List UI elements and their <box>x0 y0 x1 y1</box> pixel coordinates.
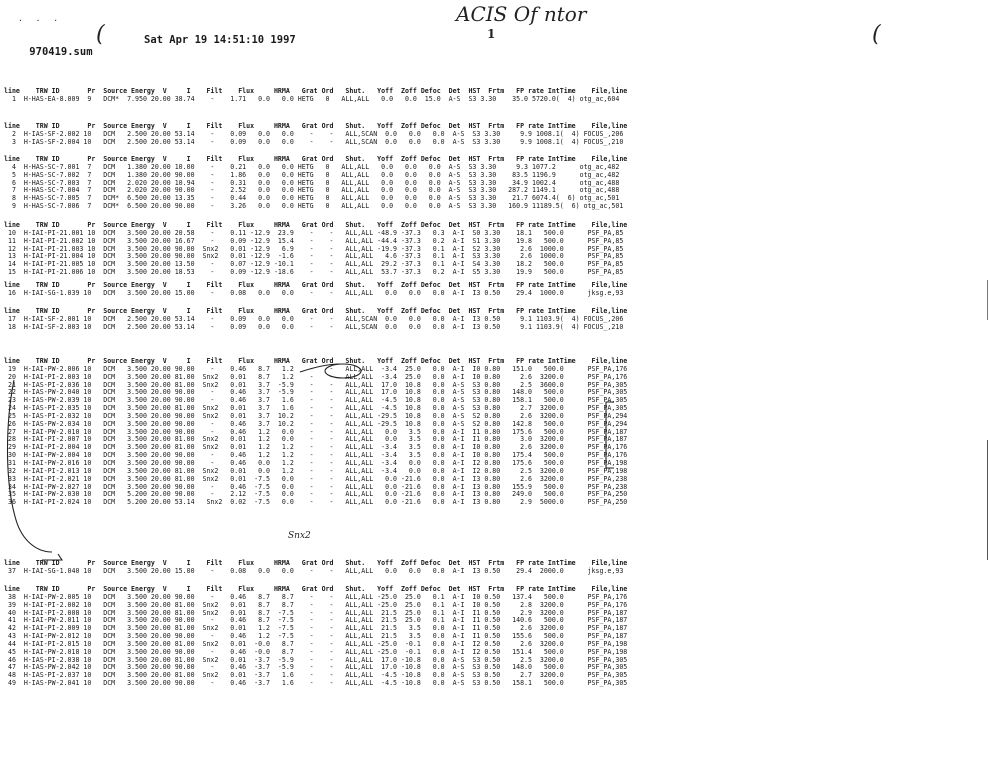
table-row: 24 H-IAS-PI-2.035 10 DCM 3.500 20.00 81.00 Snx2 0.01 3.7 1.6 - - ALL,ALL -4.5 10.8 0.0 A-S S3 0.80 2.7 3200.0 PSF_PA,305 <box>4 404 628 413</box>
run-date: Sat Apr 19 14:51:10 1997 <box>144 34 296 46</box>
table-row: 8 H-HAS-SC-7.005 7 DCM* 6.500 20.00 13.35 - 0.44 0.0 0.0 HETG 0 ALL,ALL 0.0 0.0 0.0 A-S S3 3.30 21.7 6074.4( 6) otg_ac,501 <box>4 194 620 203</box>
column-header-row: line TRW ID Pr Source Energy V I Filt Flux HRMA Grat Ord Shut. Yoff Zoff Defoc Det HST Frtm FP rate IntTime File,line <box>4 559 628 567</box>
table-row: 33 H-IAI-PI-2.021 10 DCM 3.500 20.00 81.00 Snx2 0.01 -7.5 0.0 - - ALL,ALL 0.0 -21.6 0.0 A-I I3 0.80 2.6 3200.0 PSF_PA,238 <box>4 474 628 483</box>
top-dots: . . . <box>18 14 63 23</box>
table-row: 15 H-IAI-PI-21.006 10 DCM 3.500 20.00 18.53 - 0.09 -12.9 -18.6 - - ALL,ALL 53.7 -37.3 0.2 A-I S5 3.30 19.9 500.0 PSF_PA,85 <box>4 268 624 277</box>
column-header-row: line TRW ID Pr Source Energy V I Filt Flux HRMA Grat Ord Shut. Yoff Zoff Defoc Det HST Frtm FP rate IntTime File,line <box>4 87 628 95</box>
table-row: 48 H-IAS-PI-2.037 10 DCM 3.500 20.00 81.00 Snx2 0.01 -3.7 1.6 - - ALL,ALL -4.5 -10.8 0.0 A-S S3 0.50 2.7 3200.0 PSF_PA,305 <box>4 671 628 680</box>
table-block <box>4 308 627 332</box>
table-block <box>4 560 627 576</box>
file-name: 970419.sum <box>29 46 93 58</box>
table-row: 38 H-IAI-PW-2.005 10 DCM 3.500 20.00 90.00 - 0.46 8.7 8.7 - - ALL,ALL -25.0 25.0 0.1 A-I I0 0.50 137.4 500.0 PSF_PA,176 <box>4 592 628 601</box>
page-header <box>4 34 296 82</box>
table-row: 12 H-IAI-PI-21.003 10 DCM 3.500 20.00 90.00 Snx2 0.01 -12.9 6.9 - - ALL,ALL -19.9 -37.3 0.1 A-I S2 3.30 2.6 1000.0 PSF_PA,85 <box>4 244 624 253</box>
table-row: 31 H-IAI-PW-2.016 10 DCM 3.500 20.00 90.00 - 0.46 0.0 1.2 - - ALL,ALL -3.4 0.0 0.0 A-I I2 0.80 175.6 500.0 PSF_PA,198 <box>4 458 628 467</box>
handwritten-snx2: Snx2 <box>288 531 311 541</box>
table-row: 44 H-IAI-PI-2.015 10 DCM 3.500 20.00 81.00 Snx2 0.01 -0.0 8.7 - - ALL,ALL -25.0 -0.1 0.0 A-I I2 0.50 2.6 3200.0 PSF_PA,198 <box>4 639 628 648</box>
page-edge-line-2 <box>987 280 988 320</box>
table-row: 4 H-HAS-SC-7.001 7 DCM 1.380 20.00 10.00 - 0.21 0.0 0.0 HETG 0 ALL,ALL 0.0 0.0 0.0 A-S S3 3.30 9.3 1077.2 otg_ac,482 <box>4 162 620 171</box>
table-block <box>4 88 627 104</box>
column-header-row: line TRW ID Pr Source Energy V I Filt Flux HRMA Grat Ord Shut. Yoff Zoff Defoc Det HST Frtm FP rate IntTime File,line <box>4 585 628 593</box>
table-row: 13 H-IAI-PI-21.004 10 DCM 3.500 20.00 90.00 Snx2 0.01 -12.9 -1.6 - - ALL,ALL 4.6 -37.3 0.1 A-I S3 3.30 2.6 1000.0 PSF_PA,85 <box>4 252 624 261</box>
table-row: 29 H-IAI-PI-2.004 10 DCM 3.500 20.00 81.00 Snx2 0.01 1.2 1.2 - - ALL,ALL -3.4 3.5 0.0 A-I I0 0.80 2.6 3200.0 PSF_PA,176 <box>4 443 628 452</box>
column-header-row: line TRW ID Pr Source Energy V I Filt Flux HRMA Grat Ord Shut. Yoff Zoff Defoc Det HST Frtm FP rate IntTime File,line <box>4 221 628 229</box>
page-number: 1 <box>487 27 496 41</box>
table-row: 9 H-HAS-SC-7.006 7 DCM* 6.500 20.00 90.00 - 3.26 0.0 0.0 HETG 0 ALL,ALL 0.0 0.0 0.0 A-S S3 3.30 160.9 11189.5( 6) otg_ac,501 <box>4 202 624 211</box>
table-row: 36 H-IAI-PI-2.024 10 DCM 5.200 20.00 53.14 Snx2 0.02 -7.5 0.0 - - ALL,ALL 0.0 -21.6 0.0 A-I I3 0.80 2.9 5000.0 PSF_PA,250 <box>4 498 628 507</box>
table-block <box>4 586 627 688</box>
table-row: 35 H-IAI-PW-2.030 10 DCM 5.200 20.00 90.00 - 2.12 -7.5 0.0 - - ALL,ALL 0.0 -21.6 0.0 A-I I3 0.80 249.0 500.0 PSF_PA,250 <box>4 490 628 499</box>
column-header-row: line TRW ID Pr Source Energy V I Filt Flux HRMA Grat Ord Shut. Yoff Zoff Defoc Det HST Frtm FP rate IntTime File,line <box>4 122 628 130</box>
table-row: 14 H-IAI-PI-21.005 10 DCM 3.500 20.00 13.50 - 0.07 -12.9 -10.1 - - ALL,ALL 29.2 -37.3 0.1 A-I S4 3.30 18.2 500.0 PSF_PA,85 <box>4 260 624 269</box>
table-row: 16 H-IAI-SG-1.039 10 DCM 3.500 20.00 15.00 - 0.08 0.0 0.0 - - ALL,ALL 0.0 0.0 0.0 A-I I3 0.50 29.4 1000.0 jksg.e,93 <box>4 288 624 297</box>
table-row: 2 H-IAS-SF-2.002 10 DCM 2.500 20.00 53.14 - 0.09 0.0 0.0 - - ALL,SCAN 0.0 0.0 0.0 A-S S3 3.30 9.9 1008.1( 4) FOCUS_,206 <box>4 129 624 138</box>
table-row: 23 H-IAS-PW-2.039 10 DCM 3.500 20.00 90.00 - 0.46 3.7 1.6 - - ALL,ALL -4.5 10.8 0.0 A-S S3 0.80 158.1 500.0 PSF_PA,305 <box>4 396 628 405</box>
table-row: 5 H-HAS-SC-7.002 7 DCM 1.380 20.00 90.00 - 1.86 0.0 0.0 HETG 0 ALL,ALL 0.0 0.0 0.0 A-S S3 3.30 83.5 1196.9 otg_ac,482 <box>4 170 620 179</box>
table-row: 49 H-IAS-PW-2.041 10 DCM 3.500 20.00 90.00 - 0.46 -3.7 1.6 - - ALL,ALL -4.5 -10.8 0.0 A-S S3 0.50 158.1 500.0 PSF_PA,305 <box>4 679 628 688</box>
table-row: 40 H-IAI-PI-2.008 10 DCM 3.500 20.00 81.00 Snx2 0.01 8.7 -7.5 - - ALL,ALL 21.5 25.0 0.1 A-I I1 0.50 2.9 3200.0 PSF_PA,187 <box>4 608 628 617</box>
table-row: 45 H-IAI-PW-2.018 10 DCM 3.500 20.00 90.00 - 0.46 -0.0 8.7 - - ALL,ALL -25.0 -0.1 0.0 A-I I2 0.50 151.4 500.0 PSF_PA,198 <box>4 647 628 656</box>
table-row: 27 H-IAI-PW-2.010 10 DCM 3.500 20.00 90.00 - 0.46 1.2 0.0 - - ALL,ALL 0.0 3.5 0.0 A-I I1 0.80 175.6 500.0 PSF_PA,187 <box>4 427 628 436</box>
table-row: 39 H-IAI-PI-2.002 10 DCM 3.500 20.00 81.00 Snx2 0.01 8.7 8.7 - - ALL,ALL -25.0 25.0 0.1 A-I I0 0.50 2.8 3200.0 PSF_PA,176 <box>4 600 628 609</box>
table-block <box>4 156 627 211</box>
table-row: 19 H-IAI-PW-2.006 10 DCM 3.500 20.00 90.00 - 0.46 8.7 1.2 - - ALL,ALL -3.4 25.0 0.0 A-I I0 0.80 151.0 500.0 PSF_PA,176 <box>4 364 628 373</box>
table-row: 37 H-IAI-SG-1.040 10 DCM 3.500 20.00 15.00 - 0.08 0.0 0.0 - - ALL,ALL 0.0 0.0 0.0 A-I I3 0.50 29.4 2000.0 jksg.e,93 <box>4 566 624 575</box>
table-row: 3 H-IAS-SF-2.004 10 DCM 2.500 20.00 53.14 - 0.09 0.0 0.0 - - ALL,SCAN 0.0 0.0 0.0 A-S S3 3.30 9.9 1008.1( 4) FOCUS_,210 <box>4 137 624 146</box>
table-row: 18 H-IAI-SF-2.003 10 DCM 2.500 20.00 53.14 - 0.09 0.0 0.0 - - ALL,SCAN 0.0 0.0 0.0 A-I I3 0.50 9.1 1103.9( 4) FOCUS_,210 <box>4 322 624 331</box>
table-row: 10 H-IAI-PI-21.001 10 DCM 3.500 20.00 20.58 - 0.11 -12.9 23.9 - - ALL,ALL -48.9 -37.3 0.3 A-I S0 3.30 18.1 500.0 PSF_PA,85 <box>4 228 624 237</box>
table-row: 46 H-IAS-PI-2.038 10 DCM 3.500 20.00 81.00 Snx2 0.01 -3.7 -5.9 - - ALL,ALL 17.0 -10.8 0.0 A-S S3 0.50 2.5 3200.0 PSF_PA,305 <box>4 655 628 664</box>
column-header-row: line TRW ID Pr Source Energy V I Filt Flux HRMA Grat Ord Shut. Yoff Zoff Defoc Det HST Frtm FP rate IntTime File,line <box>4 307 628 315</box>
table-row: 7 H-HAS-SC-7.004 7 DCM 2.020 20.00 90.00 - 2.52 0.0 0.0 HETG 0 ALL,ALL 0.0 0.0 0.0 A-S S3 3.30 287.2 1149.1 otg_ac,488 <box>4 186 620 195</box>
table-row: 43 H-IAI-PW-2.012 10 DCM 3.500 20.00 90.00 - 0.46 1.2 -7.5 - - ALL,ALL 21.5 3.5 0.0 A-I I1 0.50 155.6 500.0 PSF_PA,187 <box>4 632 628 641</box>
table-row: 32 H-IAI-PI-2.013 10 DCM 3.500 20.00 81.00 Snx2 0.01 0.0 1.2 - - ALL,ALL -3.4 0.0 0.0 A-I I2 0.80 2.5 3200.0 PSF_PA,198 <box>4 466 628 475</box>
table-row: 20 H-IAI-PI-2.003 10 DCM 3.500 20.00 81.00 Snx2 0.01 8.7 1.2 - - ALL,ALL -3.4 25.0 0.0 A-I I0 0.80 2.6 3200.0 PSF_PA,176 <box>4 372 628 381</box>
table-row: 28 H-IAI-PI-2.007 10 DCM 3.500 20.00 81.00 Snx2 0.01 1.2 0.0 - - ALL,ALL 0.0 3.5 0.0 A-I I1 0.80 3.0 3200.0 PSF_PA,187 <box>4 435 628 444</box>
column-header-row: line TRW ID Pr Source Energy V I Filt Flux HRMA Grat Ord Shut. Yoff Zoff Defoc Det HST Frtm FP rate IntTime File,line <box>4 357 628 365</box>
column-header-row: line TRW ID Pr Source Energy V I Filt Flux HRMA Grat Ord Shut. Yoff Zoff Defoc Det HST Frtm FP rate IntTime File,line <box>4 281 628 289</box>
table-block <box>4 282 627 298</box>
table-block <box>4 222 627 277</box>
table-row: 30 H-IAI-PW-2.004 10 DCM 3.500 20.00 90.00 - 0.46 1.2 1.2 - - ALL,ALL -3.4 3.5 0.0 A-I I0 0.80 175.4 500.0 PSF_PA,176 <box>4 451 628 460</box>
handwritten-title: ACIS Of ntor <box>456 2 587 26</box>
table-row: 47 H-IAS-PW-2.042 10 DCM 3.500 20.00 90.00 - 0.46 -3.7 -5.9 - - ALL,ALL 17.0 -10.8 0.0 A-S S3 0.50 148.0 500.0 PSF_PA,305 <box>4 663 628 672</box>
table-row: 17 H-IAI-SF-2.001 10 DCM 2.500 20.00 53.14 - 0.09 0.0 0.0 - - ALL,SCAN 0.0 0.0 0.0 A-I I3 0.50 9.1 1103.9( 4) FOCUS_,206 <box>4 314 624 323</box>
table-row: 6 H-HAS-SC-7.003 7 DCM 2.020 20.00 10.94 - 0.31 0.0 0.0 HETG 0 ALL,ALL 0.0 0.0 0.0 A-S S3 3.30 34.9 1002.4 otg_ac,488 <box>4 178 620 187</box>
table-row: 41 H-IAI-PW-2.011 10 DCM 3.500 20.00 90.00 - 0.46 8.7 -7.5 - - ALL,ALL 21.5 25.0 0.1 A-I I1 0.50 140.6 500.0 PSF_PA,187 <box>4 616 628 625</box>
table-block <box>4 123 627 147</box>
table-row: 42 H-IAI-PI-2.009 10 DCM 3.500 20.00 81.00 Snx2 0.01 1.2 -7.5 - - ALL,ALL 21.5 3.5 0.0 A-I I1 0.50 2.6 3200.0 PSF_PA,187 <box>4 624 628 633</box>
page-edge-line <box>987 440 988 560</box>
handwritten-paren-left: ( <box>96 22 105 47</box>
table-row: 1 H-HAS-EA-8.009 9 DCM* 7.950 20.00 38.74 - 1.71 0.0 0.0 HETG 0 ALL,ALL 0.0 0.0 15.0 A-S S3 3.30 35.0 5720.0( 4) otg_ac,604 <box>4 94 620 103</box>
table-row: 11 H-IAI-PI-21.002 10 DCM 3.500 20.00 16.67 - 0.09 -12.9 15.4 - - ALL,ALL -44.4 -37.3 0.2 A-I S1 3.30 19.8 500.0 PSF_PA,85 <box>4 236 624 245</box>
table-row: 22 H-IAS-PW-2.040 10 DCM 3.500 20.00 90.00 - 0.46 3.7 -5.9 - - ALL,ALL 17.0 10.8 0.0 A-S S3 0.80 148.0 500.0 PSF_PA,305 <box>4 388 628 397</box>
table-row: 21 H-IAS-PI-2.036 10 DCM 3.500 20.00 81.00 Snx2 0.01 3.7 -5.9 - - ALL,ALL 17.0 10.8 0.0 A-S S3 0.80 2.5 3600.0 PSF_PA,305 <box>4 380 628 389</box>
table-row: 26 H-IAS-PW-2.034 10 DCM 3.500 20.00 90.00 - 0.46 3.7 10.2 - - ALL,ALL -29.5 10.8 0.0 A-S S2 0.80 142.8 500.0 PSF_PA,294 <box>4 419 628 428</box>
table-row: 34 H-IAI-PW-2.027 10 DCM 3.500 20.00 90.00 - 0.46 -7.5 0.0 - - ALL,ALL 0.0 -21.6 0.0 A-I I3 0.80 155.9 500.0 PSF_PA,238 <box>4 482 628 491</box>
table-row: 25 H-IAS-PI-2.032 10 DCM 3.500 20.00 90.00 Snx2 0.01 3.7 10.2 - - ALL,ALL -29.5 10.8 0.0 A-S S2 0.80 2.6 3200.0 PSF_PA,294 <box>4 411 628 420</box>
column-header-row: line TRW ID Pr Source Energy V I Filt Flux HRMA Grat Ord Shut. Yoff Zoff Defoc Det HST Frtm FP rate IntTime File,line <box>4 155 628 163</box>
table-block <box>4 358 627 507</box>
handwritten-paren-right: ( <box>872 22 881 47</box>
